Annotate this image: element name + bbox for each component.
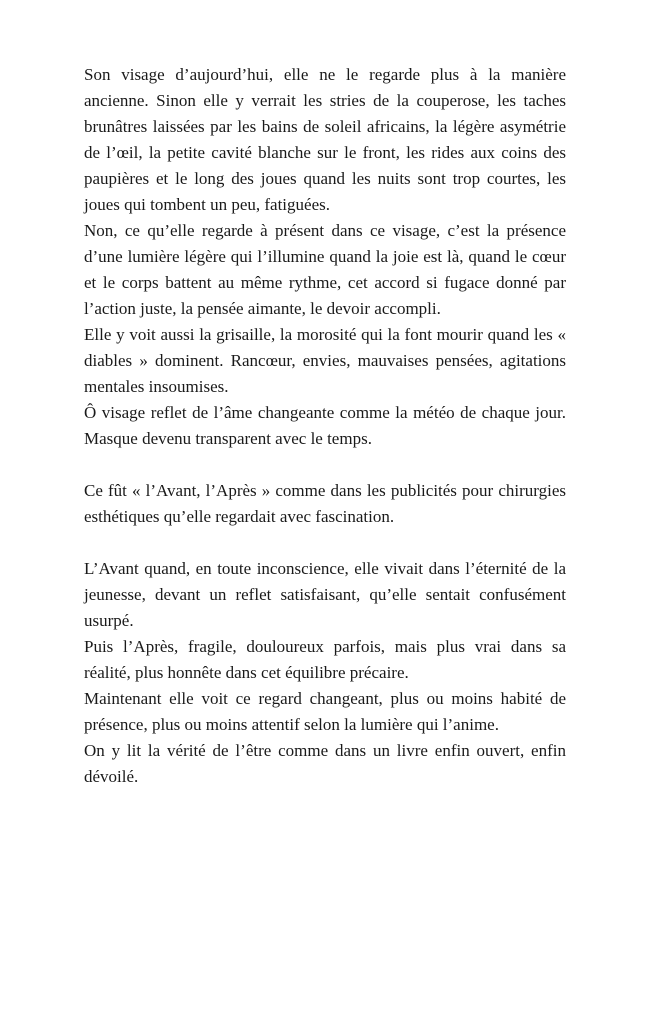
paragraph: Non, ce qu’elle regarde à présent dans ce visage, c’est la présence d’une lumière légère qui l’illumine quand la joie est là, quand le cœur et le corps battent au même rythme, cet accord si fugace donné par l’action juste, la pensée aimante, le devoir accompli. <box>84 221 566 318</box>
paragraph: Puis l’Après, fragile, douloureux parfois, mais plus vrai dans sa réalité, plus honnête dans cet équilibre précaire. <box>84 637 566 682</box>
paragraph-gap <box>84 452 566 478</box>
paragraph: Elle y voit aussi la grisaille, la morosité qui la font mourir quand les « diables » dominent. Rancœur, envies, mauvaises pensées, agitations mentales insoumises. <box>84 325 566 396</box>
paragraph: Ô visage reflet de l’âme changeante comme la météo de chaque jour. Masque devenu transparent avec le temps. <box>84 403 566 448</box>
page-text <box>84 62 566 790</box>
paragraph: L’Avant quand, en toute inconscience, elle vivait dans l’éternité de la jeunesse, devant un reflet satisfaisant, qu’elle sentait confusément usurpé. <box>84 559 566 630</box>
paragraph: Son visage d’aujourd’hui, elle ne le regarde plus à la manière ancienne. Sinon elle y verrait les stries de la couperose, les taches brunâtres laissées par les bains de soleil africains, la légère asymétrie de l’œil, la petite cavité blanche sur le front, les rides aux coins des paupières et le long des joues quand les nuits sont trop courtes, les joues qui tombent un peu, fatiguées. <box>84 65 566 214</box>
paragraph-gap <box>84 530 566 556</box>
paragraph: Maintenant elle voit ce regard changeant, plus ou moins habité de présence, plus ou moins attentif selon la lumière qui l’anime. <box>84 689 566 734</box>
paragraph: Ce fût « l’Avant, l’Après » comme dans les publicités pour chirurgies esthétiques qu’elle regardait avec fascination. <box>84 481 566 526</box>
paragraph: On y lit la vérité de l’être comme dans un livre enfin ouvert, enfin dévoilé. <box>84 741 566 786</box>
